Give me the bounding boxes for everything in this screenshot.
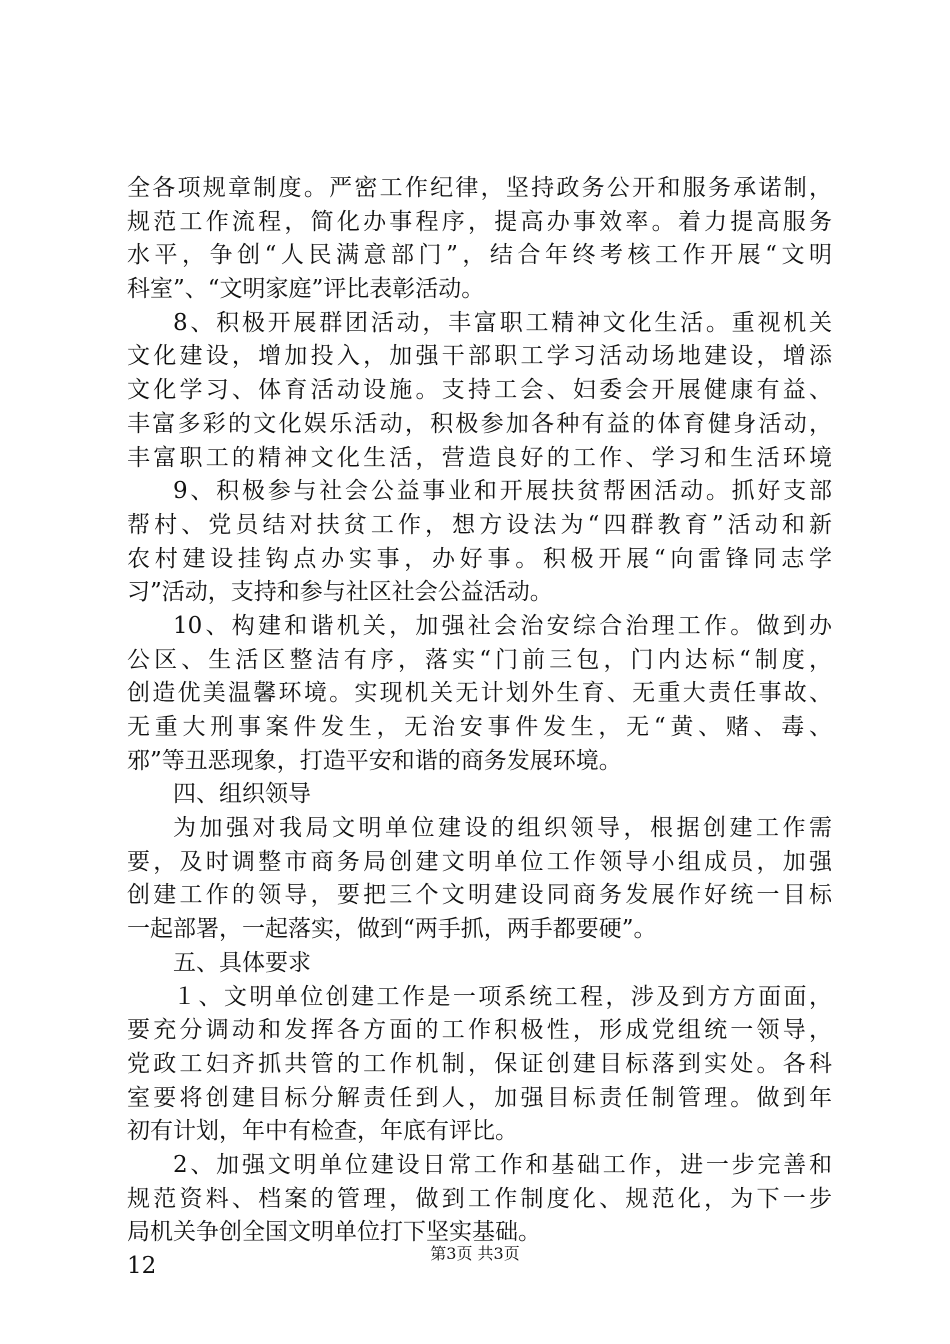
text-line: 创建工作的领导，要把三个文明建设同商务发展作好统一目标 <box>127 882 832 909</box>
text-line: 创造优美温馨环境。实现机关无计划外生育、无重大责任事故、 <box>127 680 832 707</box>
page-footer: 第3页 共3页 <box>430 1244 520 1263</box>
document-body <box>127 172 832 1284</box>
text-line: 局机关争创全国文明单位打下坚实基础。 <box>127 1219 541 1246</box>
text-line: 帮村、党员结对扶贫工作，想方设法为“四群教育”活动和新 <box>127 511 832 538</box>
text-line: 农村建设挂钩点办实事，办好事。积极开展“向雷锋同志学 <box>127 545 832 572</box>
text-line: 10、构建和谐机关，加强社会治安综合治理工作。做到办 <box>173 612 832 639</box>
text-line: 科室”、“文明家庭”评比表彰活动。 <box>127 276 485 303</box>
text-line: 习”活动，支持和参与社区社会公益活动。 <box>127 579 553 606</box>
text-line: 规范资料、档案的管理，做到工作制度化、规范化，为下一步 <box>127 1185 832 1212</box>
text-line: １、文明单位创建工作是一项系统工程，涉及到方方面面， <box>173 983 832 1010</box>
text-line: 公区、生活区整洁有序，落实“门前三包，门内达标“制度， <box>127 646 832 673</box>
text-line: 要充分调动和发挥各方面的工作积极性，形成党组统一领导， <box>127 1017 832 1044</box>
text-line: 9、积极参与社会公益事业和开展扶贫帮困活动。抓好支部 <box>173 478 832 505</box>
text-line: 全各项规章制度。严密工作纪律，坚持政务公开和服务承诺制， <box>127 175 832 201</box>
text-line: 2、加强文明单位建设日常工作和基础工作，进一步完善和 <box>173 1151 832 1178</box>
text-line: 丰富多彩的文化娱乐活动，积极参加各种有益的体育健身活动， <box>127 410 832 437</box>
text-line: 8、积极开展群团活动，丰富职工精神文化生活。重视机关 <box>173 309 832 336</box>
text-line: 邪”等丑恶现象，打造平安和谐的商务发展环境。 <box>127 747 622 774</box>
text-line: 为加强对我局文明单位建设的组织领导，根据创建工作需 <box>173 815 832 842</box>
text-line: 12 <box>127 1253 157 1279</box>
text-line: 无重大刑事案件发生，无治安事件发生，无“黄、赌、毒、 <box>127 714 832 740</box>
text-line: 文化学习、体育活动设施。支持工会、妇委会开展健康有益、 <box>127 377 832 404</box>
text-line: 四、组织领导 <box>173 781 311 808</box>
text-line: 室要将创建目标分解责任到人，加强目标责任制管理。做到年 <box>127 1084 832 1111</box>
text-line: 要，及时调整市商务局创建文明单位工作领导小组成员，加强 <box>127 848 832 875</box>
text-line: 一起部署，一起落实，做到“两手抓，两手都要硬”。 <box>127 916 657 943</box>
text-line: 五、具体要求 <box>173 949 311 976</box>
text-line: 党政工妇齐抓共管的工作机制，保证创建目标落到实处。各科 <box>127 1050 832 1077</box>
text-line: 丰富职工的精神文化生活，营造良好的工作、学习和生活环境 <box>127 444 832 471</box>
text-line: 初有计划，年中有检查，年底有评比。 <box>127 1118 518 1145</box>
text-line: 文化建设，增加投入，加强干部职工学习活动场地建设，增添 <box>127 343 832 370</box>
text-line: 水平，争创“人民满意部门”，结合年终考核工作开展“文明 <box>127 242 832 269</box>
text-line: 规范工作流程，简化办事程序，提高办事效率。着力提高服务 <box>127 208 832 235</box>
